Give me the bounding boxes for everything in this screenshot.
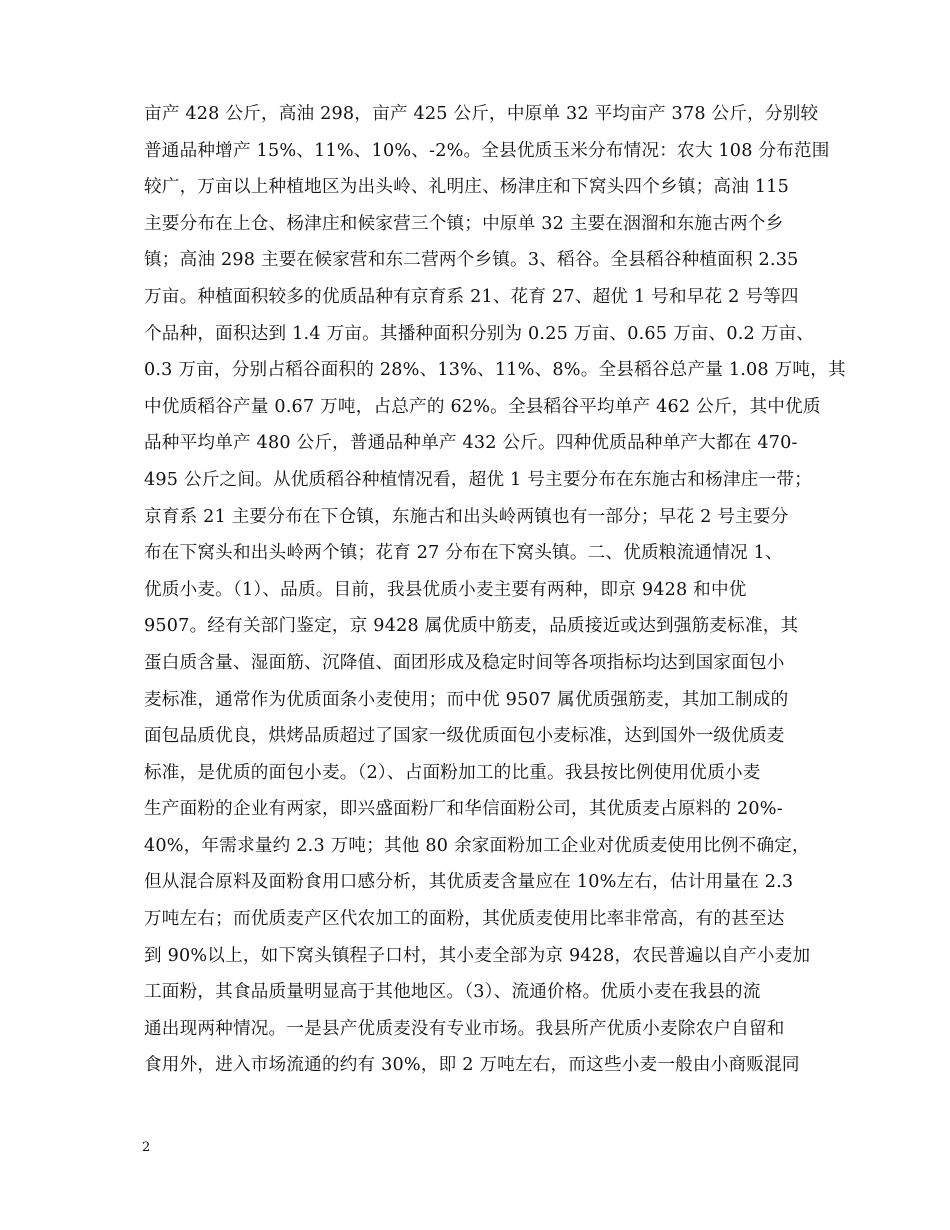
text-line: 食用外，进入市场流通的约有 30%，即 2 万吨左右，而这些小麦一般由小商贩混同: [144, 1055, 800, 1076]
text-line: 较广，万亩以上种植地区为出头岭、礼明庄、杨津庄和下窝头四个乡镇；高油 115: [144, 177, 789, 198]
text-line: 通出现两种情况。一是县产优质麦没有专业市场。我县所产优质小麦除农户自留和: [144, 1018, 785, 1039]
page-number: 2: [142, 1140, 151, 1155]
text-line: 0.3 万亩，分别占稻谷面积的 28%、13%、11%、8%。全县稻谷总产量 1.08 万吨，其: [144, 360, 846, 381]
text-line: 品种平均单产 480 公斤，普通品种单产 432 公斤。四种优质品种单产大都在 470-: [144, 433, 798, 454]
text-line: 中优质稻谷产量 0.67 万吨，占总产的 62%。全县稻谷平均单产 462 公斤，其中优质: [144, 396, 821, 417]
text-line: 亩产 428 公斤，高油 298，亩产 425 公斤，中原单 32 平均亩产 378 公斤，分别较: [144, 104, 819, 124]
text-line: 主要分布在上仓、杨津庄和候家营三个镇；中原单 32 主要在洇溜和东施古两个乡: [144, 213, 784, 234]
text-line: 个品种，面积达到 1.4 万亩。其播种面积分别为 0.25 万亩、0.65 万亩、0.2 万亩、: [144, 323, 815, 344]
text-line: 普通品种增产 15%、11%、10%、-2%。全县优质玉米分布情况：农大 108 分布范围: [144, 140, 830, 161]
text-line: 到 90%以上，如下窝头镇程子口村，其小麦全部为京 9428，农民普遍以自产小麦加: [144, 945, 811, 966]
text-line: 蛋白质含量、湿面筋、沉降值、面团形成及稳定时间等各项指标均达到国家面包小: [144, 652, 785, 673]
text-line: 万亩。种植面积较多的优质品种有京育系 21、花育 27、超优 1 号和早花 2 号等四: [144, 286, 799, 307]
text-line: 9507。经有关部门鉴定，京 9428 属优质中筋麦，品质接近或达到强筋麦标准，其: [144, 616, 799, 637]
text-line: 工面粉，其食品质量明显高于其他地区。（3）、流通价格。优质小麦在我县的流: [144, 982, 761, 1003]
text-line: 标准，是优质的面包小麦。（2）、占面粉加工的比重。我县按比例使用优质小麦: [144, 762, 761, 783]
text-line: 布在下窝头和出头岭两个镇；花育 27 分布在下窝头镇。二、优质粮流通情况 1、: [144, 543, 783, 564]
text-line: 40%，年需求量约 2.3 万吨；其他 80 余家面粉加工企业对优质麦使用比例不确定，: [144, 835, 810, 856]
text-line: 但从混合原料及面粉食用口感分析，其优质麦含量应在 10%左右，估计用量在 2.3: [144, 872, 794, 893]
text-line: 麦标准，通常作为优质面条小麦使用；而中优 9507 属优质强筋麦，其加工制成的: [144, 689, 789, 710]
text-line: 495 公斤之间。从优质稻谷种植情况看，超优 1 号主要分布在东施古和杨津庄一带；: [144, 469, 812, 490]
text-line: 镇；高油 298 主要在候家营和东二营两个乡镇。3、稻谷。全县稻谷种植面积 2.35: [144, 250, 799, 271]
text-line: 生产面粉的企业有两家，即兴盛面粉厂和华信面粉公司，其优质麦占原料的 20%-: [144, 799, 783, 820]
text-line: 京育系 21 主要分布在下仓镇，东施古和出头岭两镇也有一部分；早花 2 号主要分: [144, 506, 789, 527]
body-text: [144, 96, 846, 1084]
text-line: 万吨左右；而优质麦产区代农加工的面粉，其优质麦使用比率非常高，有的甚至达: [144, 909, 785, 930]
text-line: 优质小麦。（1）、品质。目前，我县优质小麦主要有两种，即京 9428 和中优: [144, 579, 747, 600]
text-line: 面包品质优良，烘烤品质超过了国家一级优质面包小麦标准，达到国外一级优质麦: [144, 726, 785, 747]
